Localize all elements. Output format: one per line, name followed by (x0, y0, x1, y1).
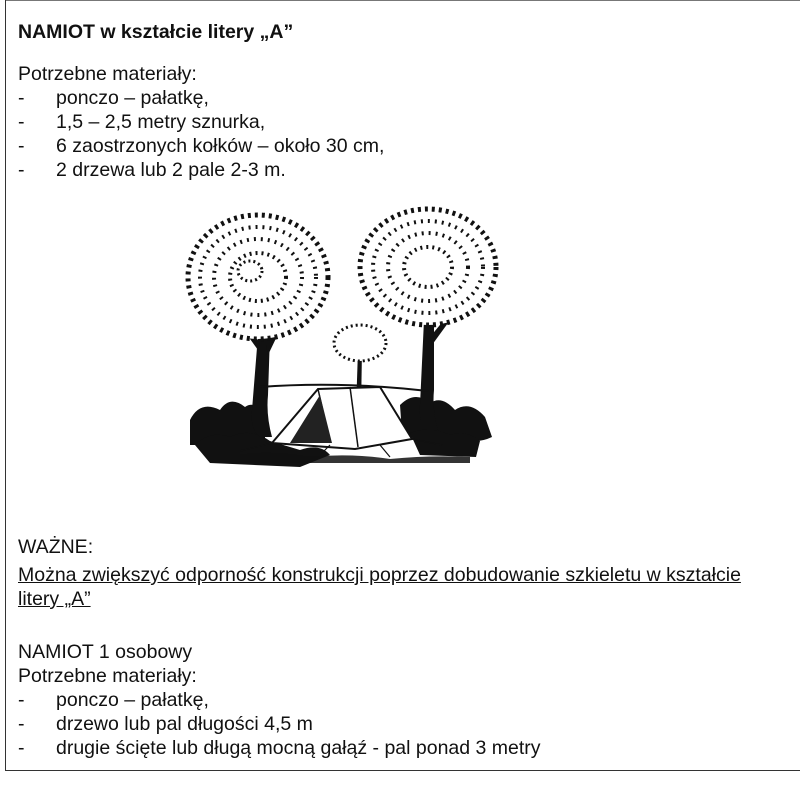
tent-illustration (180, 205, 510, 480)
list-bullet: - (18, 737, 25, 759)
page-title: NAMIOT w kształcie litery „A” (18, 21, 294, 43)
list-bullet: - (18, 159, 25, 181)
list-bullet: - (18, 689, 25, 711)
list-item (18, 158, 384, 182)
page-border-left (5, 0, 6, 770)
page-border-bottom (5, 770, 800, 771)
list-item (18, 736, 541, 760)
list-item-text: 1,5 – 2,5 metry sznurka, (56, 111, 266, 133)
section-title: NAMIOT 1 osobowy (18, 641, 193, 663)
page-border-top (5, 0, 800, 1)
list-item-text: ponczo – pałatkę, (56, 87, 209, 109)
list-item (18, 688, 541, 712)
materials-list (18, 86, 384, 182)
materials-label: Potrzebne materiały: (18, 63, 197, 85)
list-item-text: ponczo – pałatkę, (56, 689, 209, 711)
list-item-text: 6 zaostrzonych kołków – około 30 cm, (56, 135, 385, 157)
materials-label: Potrzebne materiały: (18, 665, 197, 687)
list-item-text: drugie ścięte lub długą mocną gałąź - pal ponad 3 metry (56, 737, 541, 759)
list-bullet: - (18, 111, 25, 133)
list-item (18, 86, 384, 110)
list-item (18, 110, 384, 134)
list-item (18, 134, 384, 158)
list-bullet: - (18, 87, 25, 109)
materials-list (18, 688, 541, 760)
important-note: Można zwiększyć odporność konstrukcji poprzez dobudowanie szkieletu w kształcie litery „A” (18, 564, 741, 610)
list-item-text: drzewo lub pal długości 4,5 m (56, 713, 313, 735)
list-item (18, 712, 541, 736)
important-label: WAŻNE: (18, 536, 94, 558)
list-bullet: - (18, 713, 25, 735)
list-bullet: - (18, 135, 25, 157)
list-item-text: 2 drzewa lub 2 pale 2-3 m. (56, 159, 286, 181)
